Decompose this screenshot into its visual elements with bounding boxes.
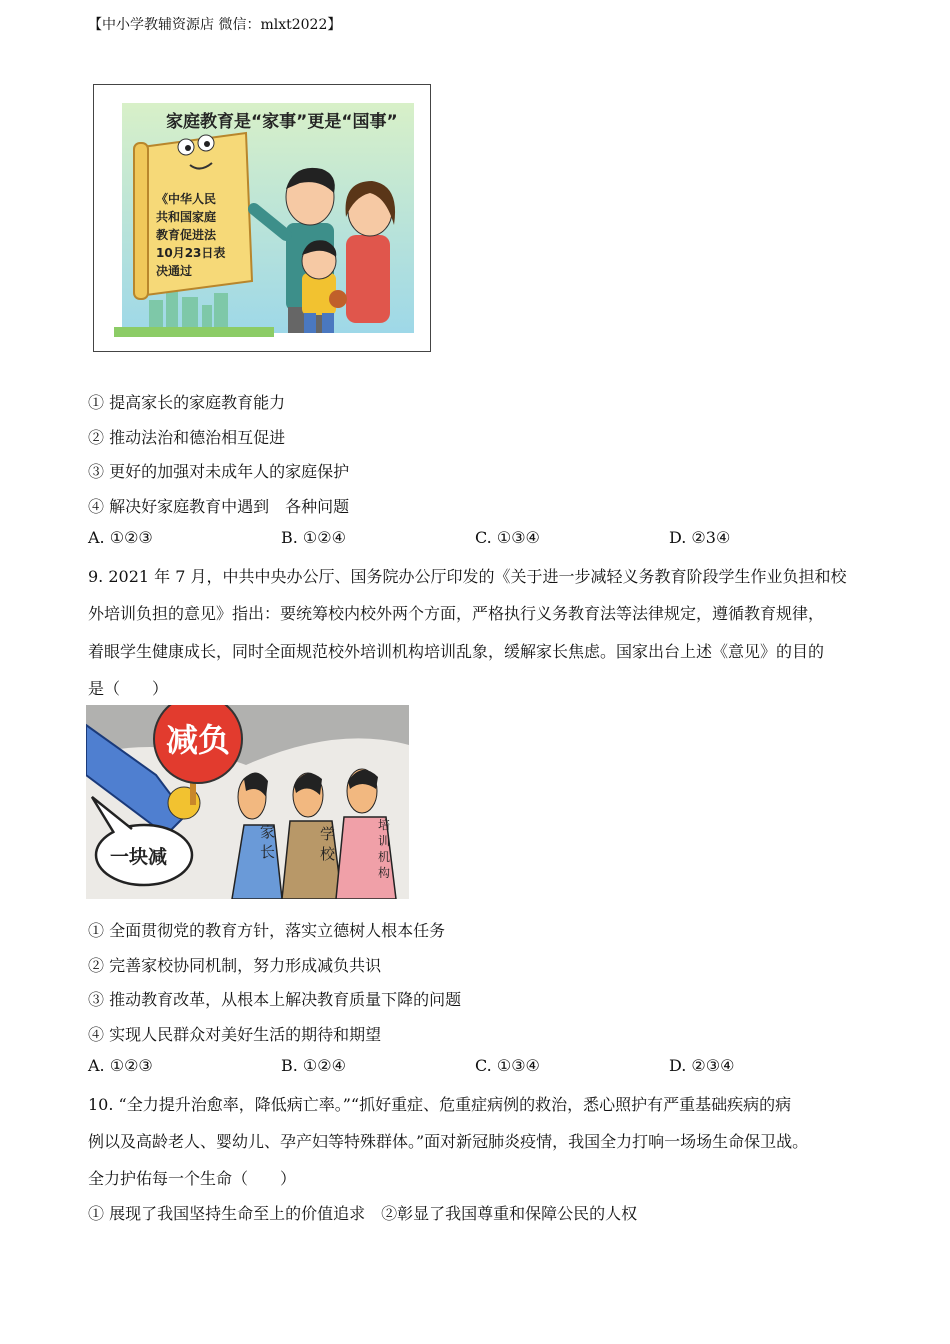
- q8-statement: ① 提高家长的家庭教育能力: [88, 393, 286, 412]
- training-label: 构: [378, 866, 391, 880]
- page-header: 【中小学教辅资源店 微信：mlxt2022】: [88, 17, 342, 33]
- q9-statement: ② 完善家校协同机制，努力形成减负共识: [88, 956, 382, 975]
- q9-statement: ③ 推动教育改革，从根本上解决教育质量下降的问题: [88, 990, 462, 1009]
- scroll-line: 共和国家庭: [156, 210, 217, 224]
- q8-statement: ② 推动法治和德治相互促进: [88, 428, 286, 447]
- q9-option-d[interactable]: D. ②③④: [669, 1056, 735, 1075]
- sign-text: 减负: [166, 721, 231, 759]
- q9-option-a[interactable]: A. ①②③: [88, 1056, 153, 1075]
- q8-option-a[interactable]: A. ①②③: [88, 528, 153, 547]
- q8-option-c[interactable]: C. ①③④: [475, 528, 540, 547]
- school-label: 学: [320, 825, 336, 843]
- burden-sign: [154, 705, 242, 783]
- q9-statement: ① 全面贯彻党的教育方针，落实立德树人根本任务: [88, 921, 446, 940]
- q9-statement: ④ 实现人民群众对美好生活的期待和期望: [88, 1025, 382, 1044]
- training-label: 训: [378, 834, 391, 848]
- scroll-line: 决通过: [156, 264, 193, 278]
- q9-option-b[interactable]: B. ①②④: [281, 1056, 346, 1075]
- q8-statement: ④ 解决好家庭教育中遇到 各种问题: [88, 497, 350, 516]
- parent-label: 家: [260, 823, 276, 841]
- bubble-text: 一块减: [110, 846, 168, 868]
- banner-title: 家庭教育是“家事”更是“国事”: [166, 112, 398, 132]
- training-label: 培: [378, 818, 391, 832]
- q10-statement-line: ① 展现了我国坚持生命至上的价值追求 ②彰显了我国尊重和保障公民的人权: [88, 1204, 638, 1223]
- q8-statement: ③ 更好的加强对未成年人的家庭保护: [88, 462, 350, 481]
- family-education-cartoon: [93, 84, 431, 352]
- q9-stem-line: 是（ ）: [88, 679, 169, 698]
- q10-stem-line: 例以及高龄老人、婴幼儿、孕产妇等特殊群体。”面对新冠肺炎疫情，我国全力打响一场场生命保卫战。: [88, 1132, 809, 1151]
- law-scroll: [134, 133, 252, 299]
- q8-option-b[interactable]: B. ①②④: [281, 528, 346, 547]
- q9-option-c[interactable]: C. ①③④: [475, 1056, 540, 1075]
- scroll-line: 10月23日表: [156, 246, 226, 260]
- q8-option-d[interactable]: D. ②3④: [669, 528, 731, 547]
- scroll-line: 《中华人民: [156, 192, 217, 206]
- q9-stem-line: 着眼学生健康成长，同时全面规范校外培训机构培训乱象，缓解家长焦虑。国家出台上述《意见》的目的: [88, 642, 825, 661]
- school-label: 校: [320, 845, 336, 863]
- mother-figure: [346, 181, 396, 323]
- burden-reduction-cartoon: [86, 705, 409, 899]
- q10-stem-line: 全力护佑每一个生命（ ）: [88, 1169, 297, 1188]
- q9-stem-line: 外培训负担的意见》指出：要统筹校内校外两个方面，严格执行义务教育法等法律规定，遵循教育规律，: [88, 604, 825, 623]
- parent-label: 长: [260, 843, 276, 861]
- training-label: 机: [378, 850, 391, 864]
- scroll-line: 教育促进法: [156, 228, 217, 242]
- q9-stem-line: 9. 2021 年 7 月，中共中央办公厅、国务院办公厅印发的《关于进一步减轻义务教育阶段学生作业负担和校: [88, 567, 847, 586]
- q10-stem-line: 10. “全力提升治愈率，降低病亡率。”“抓好重症、危重症病例的救治，悉心照护有严重基础疾病的病: [88, 1095, 792, 1114]
